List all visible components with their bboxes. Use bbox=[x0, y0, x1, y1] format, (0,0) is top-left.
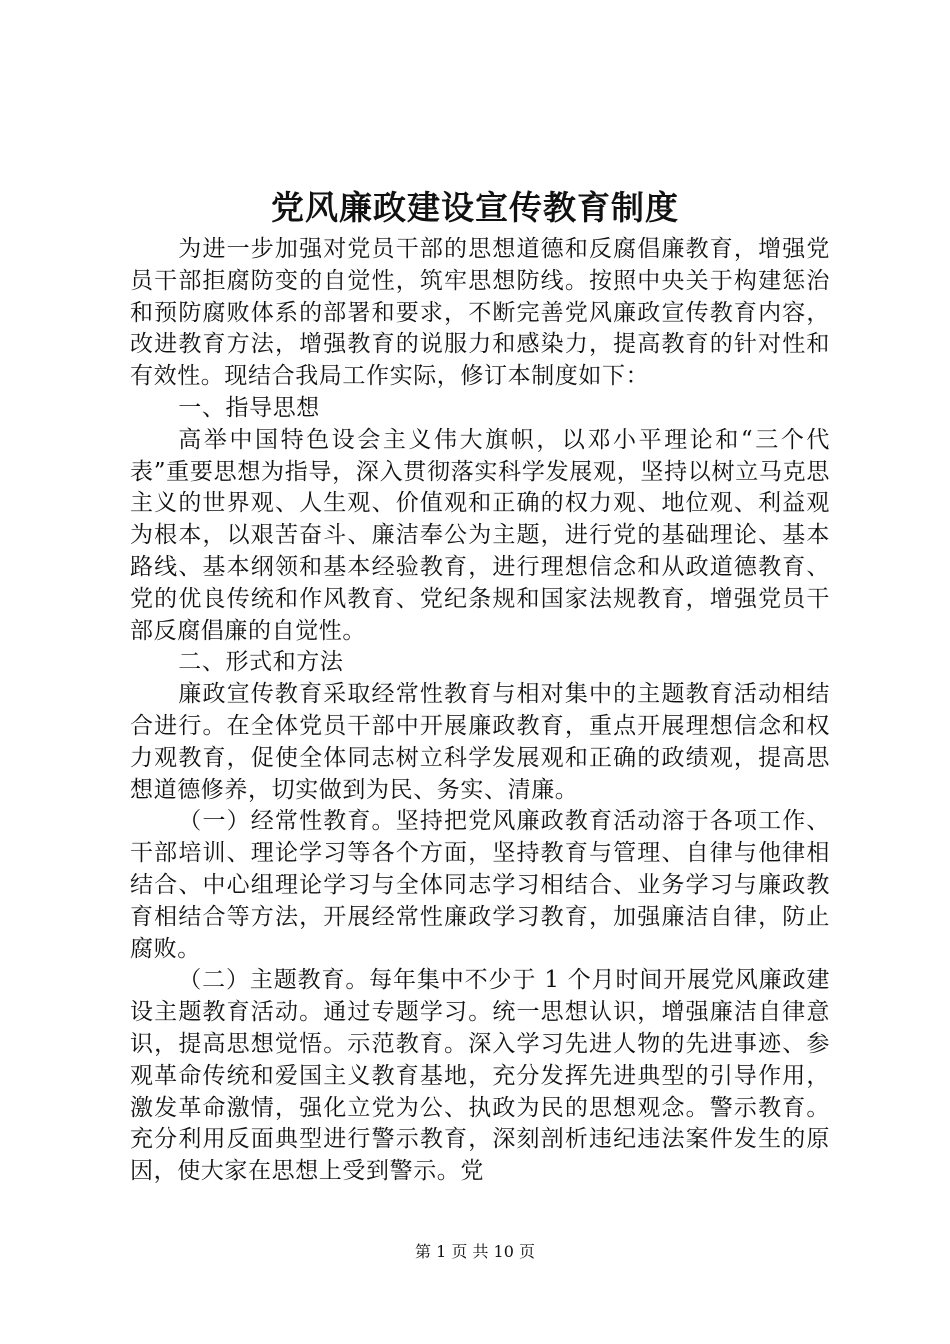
section-heading-guiding-ideology: 一、指导思想 bbox=[178, 394, 320, 421]
document-title: 党风廉政建设宣传教育制度 bbox=[271, 188, 679, 227]
section-heading-forms-and-methods: 二、形式和方法 bbox=[178, 649, 344, 676]
intro-paragraph: 为进一步加强对党员干部的思想道德和反腐倡廉教育，增强党员干部拒腐防变的自觉性，筑牢思想防线。按照中央关于构建惩治和预防腐败体系的部署和要求，不断完善党风廉政宣传教育内容，改进教育方法，增强教育的说服力和感染力，提高教育的针对性和有效性。现结合我局工作实际，修订本制度如下： bbox=[130, 236, 830, 390]
regular-education-paragraph: （一）经常性教育。坚持把党风廉政教育活动溶于各项工作、干部培训、理论学习等各个方面，坚持教育与管理、自律与他律相结合、中心组理论学习与全体同志学习相结合、业务学习与廉政教育相结合等方法，开展经常性廉政学习教育，加强廉洁自律，防止腐败。 bbox=[130, 808, 830, 962]
forms-and-methods-paragraph: 廉政宣传教育采取经常性教育与相对集中的主题教育活动相结合进行。在全体党员干部中开展廉政教育，重点开展理想信念和权力观教育，促使全体同志树立科学发展观和正确的政绩观，提高思想道德修养，切实做到为民、务实、清廉。 bbox=[130, 681, 830, 803]
guiding-ideology-paragraph: 高举中国特色设会主义伟大旗帜，以邓小平理论和“三个代表”重要思想为指导，深入贯彻落实科学发展观，坚持以树立马克思主义的世界观、人生观、价值观和正确的权力观、地位观、利益观为根本，以艰苦奋斗、廉洁奉公为主题，进行党的基础理论、基本路线、基本纲领和基本经验教育，进行理想信念和从政道德教育、党的优良传统和作风教育、党纪条规和国家法规教育，增强党员干部反腐倡廉的自觉性。 bbox=[130, 426, 830, 644]
theme-education-paragraph: （二）主题教育。每年集中不少于 1 个月时间开展党风廉政建设主题教育活动。通过专题学习。统一思想认识，增强廉洁自律意识，提高思想觉悟。示范教育。深入学习先进人物的先进事迹、参观革命传统和爱国主义教育基地，充分发挥先进典型的引导作用，激发革命激情，强化立党为公、执政为民的思想观念。警示教育。充分利用反面典型进行警示教育，深刻剖析违纪违法案件发生的原因，使大家在思想上受到警示。党 bbox=[130, 967, 830, 1185]
page-footer: 第 1 页 共 10 页 bbox=[415, 1242, 535, 1261]
document-body bbox=[130, 234, 830, 1188]
